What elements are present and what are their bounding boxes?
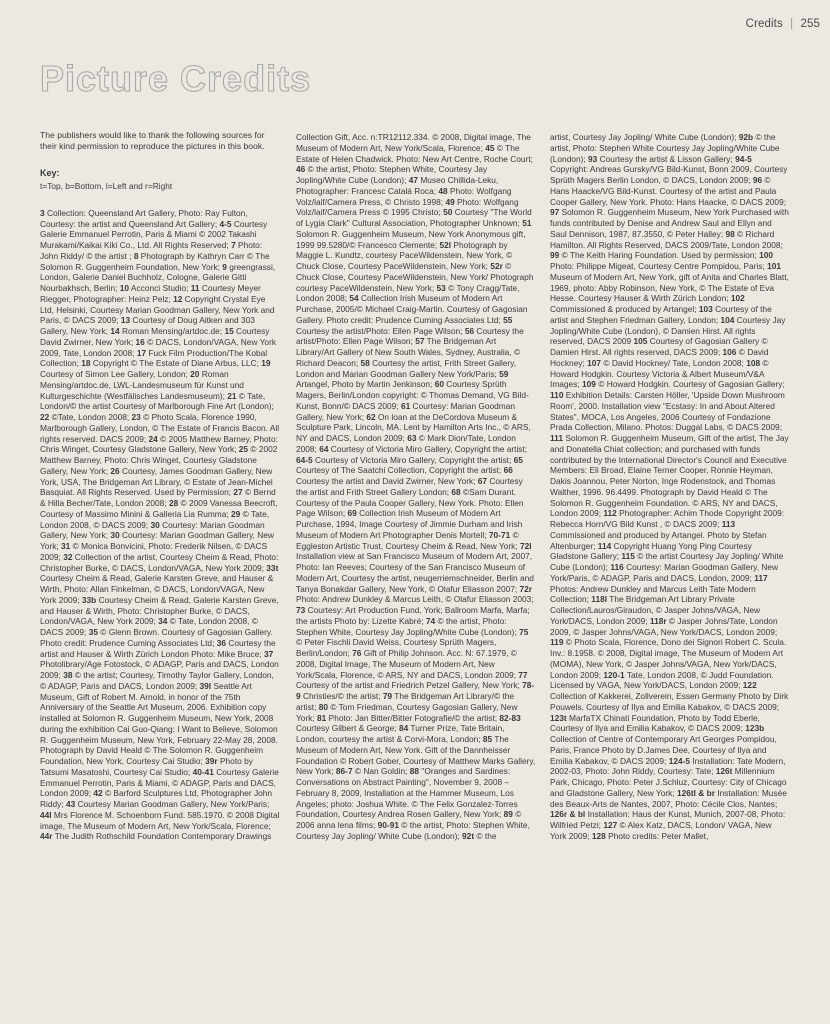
credit-text: © Barford Sculptures Ltd, Photographer John Riddy; <box>40 788 273 810</box>
figure-ref: 14 <box>110 326 120 337</box>
figure-ref: 127 <box>603 820 618 830</box>
figure-ref: 9 <box>222 261 227 272</box>
credit-text: Courtesy of Victoria Miro Gallery, Copyright the artist; <box>328 443 528 454</box>
credits-text <box>40 208 280 842</box>
credit-text: Artangel, Photo by Martin Jenkinson; <box>296 379 435 390</box>
credit-text: Copyright Crystal Eye Ltd, Helsinki, Courtesy Marian Goodman Gallery, New York and Paris, © DACS 2009; <box>40 293 275 326</box>
credit-text: Courtesy: Art Production Fund, York; Ballroom Marfa, Marfa; the artists Photo by: Lizette Kabré; <box>296 605 530 626</box>
figure-ref: 22 <box>40 412 50 423</box>
figure-ref: 126r & bl <box>550 809 586 820</box>
credit-text: Courtesy Sprüth Magers, Berlin/London copyright: © Thomas Demand, VG Bild-Kunst, Bonn/© DACS 2009; <box>296 379 529 411</box>
figure-ref: 111 <box>550 433 563 443</box>
figure-ref: 18 <box>81 358 91 369</box>
credit-text: "Oranges and Sardines: Conversations on Abstract Painting", November 9, 2008 – February 8, 2009, Installation at the Hammer Museum, Los Angeles; photo: Joshua White. © The Felix Gonzalez-Torres Foundation, Courtesy Andrea Rosen Gallery, New York; <box>296 766 518 820</box>
credit-text: Installation view at San Francisco Museum of Modern Art, 2007, Photo: Ian Reeves; Courtesy of the San Francisco Museum of Modern Art, Courtesy the artist, neugerriemschneider, Berlin and Tanya Bonakdar Gallery, New York, © Olafur Eliasson 2007; <box>296 551 534 594</box>
credit-text: The Judith Rothschild Foundation Contemporary Drawings <box>52 831 272 842</box>
credit-text: Seattle Art Museum, Gift of Robert M. Arnold, in honor of the 75th Anniversary of the Seattle Art Museum, 2006. Exhibition copy installed at Solomon R. Guggenheim Museum, New York, 2008 during the exhibition Cai Guo-Qiang: I Want to Believe, Solomon R. Guggenheim Museum, New York, February 22-May 28, 2008. Photograph by David Heald © The Solomon R. Guggenheim Foundation, New York, Courtesy Cai Studio; <box>40 680 278 767</box>
credit-text: © Jasper Johns/Tate, London 2009, © Jasper Johns/VAGA, New York/DACS, London 2009; <box>550 615 778 637</box>
figure-ref: 123b <box>745 723 765 734</box>
figure-ref: 53 <box>436 282 446 293</box>
figure-ref: 64-5 <box>296 454 313 465</box>
figure-ref: 28 <box>168 498 179 509</box>
figure-ref: 61 <box>400 400 411 411</box>
figure-ref: 51 <box>522 218 532 228</box>
figure-ref: 82-83 <box>499 712 521 723</box>
figure-ref: 81 <box>317 712 327 723</box>
credit-text: Courtesy Meyer Riegger, Photographer: Heinz Pelz; <box>40 283 261 304</box>
credit-text: Courtesy: Marian Goodman Gallery, New York/Paris, © ADAGP, Paris and DACS, London, 2009; <box>550 562 779 583</box>
credit-text: Mrs Florence M. Schoenborn Fund. 585.1970. © 2008 Digital image, The Museum of Modern Art, New York/Scala, Florence; <box>40 809 280 831</box>
figure-ref: 63 <box>407 433 417 443</box>
figure-ref: 12 <box>173 293 183 304</box>
credit-text: Photographer: Achim Thode Copyright 2009: Rebecca Horn/VG Bild Kunst , © DACS 2009; <box>550 508 785 529</box>
figure-ref: 52r <box>490 261 503 271</box>
figure-ref: 126t <box>715 766 733 777</box>
figure-ref: 112 <box>603 508 617 519</box>
credit-text: © the artist, Photo: Stephen White, Courtesy Jay Jopling/ White Cube (London); <box>296 820 530 841</box>
credit-text: The Bridgeman Art Library/Art Gallery of New South Wales, Sydney, Australia, © Richard Deacon; <box>296 336 521 368</box>
credit-text: Courtesy: Marian Goodman Gallery, New York; <box>40 519 265 541</box>
figure-ref: 86-7 <box>335 766 353 777</box>
figure-ref: 42 <box>93 788 103 799</box>
figure-ref: 32 <box>63 551 73 562</box>
figure-ref: 17 <box>136 347 147 358</box>
credit-text: © Howard Hodgkin. Courtesy of Gagosian Gallery; <box>595 379 785 390</box>
credit-text: Photo: Wolfgang Volz/laif/Camera Press © 1995 Christo; <box>296 196 519 218</box>
figure-ref: 36 <box>216 637 226 648</box>
figure-ref: 107 <box>587 357 602 368</box>
credit-text: Courtesy of the artist and Stephen Friedman Gallery, London; <box>550 304 772 325</box>
credit-text: Installation: Tate Modern, 2002-03, Photo: John Riddy, Courtesy: Tate; <box>550 755 786 777</box>
credit-text: © Photo Scala, Florence, Dono dei Signori Robert C. Scula. Inv.: 8.1958. © 2008, Digital image, The Museum of Modern Art (MOMA), New York, © Jasper Johns/VAGA, New York/DACS, London 2009; <box>550 637 787 680</box>
figure-ref: 34 <box>158 616 168 627</box>
credit-text: © Alex Katz, DACS, London/ VAGA, New York 2009; <box>550 820 772 841</box>
figure-ref: 55 <box>503 314 513 325</box>
credit-text: greengrassi, London, Galerie Daniel Buchholz, Cologne, Galerie Gitti Nourbakhsch, Berlin; <box>40 261 276 294</box>
figure-ref: 98 <box>725 228 735 239</box>
figure-ref: 73 <box>296 605 306 615</box>
figure-ref: 116 <box>610 562 624 572</box>
figure-ref: 33b <box>81 594 97 605</box>
credit-text: © the <box>474 830 497 841</box>
figure-ref: 79 <box>382 691 393 701</box>
credit-text: Photo: Jan Bitter/Bitter Fotografie/© the artist; <box>326 712 500 723</box>
credit-text: Solomon R. Guggenheim Museum, Gift of the artist, The Jay and Donatella Chiat collection; and purchased with funds contributed by the International Director's Council and Executive Members: Eli Broad, Elaine Terner Cooper, Ronnie Heyman, Dakis Joannou, Peter Norton, Inge Rodenstock, and Thomas Walther, 1996. 96.4499. Photograph by David Heald © The Solomon R. Guggenheim Foundation. © ARS, NY and DACS, London 2009; <box>550 433 789 519</box>
intro-paragraph: The publishers would like to thank the following sources for their kind permission to reproduce the pictures in this book. <box>40 130 265 152</box>
credit-text: Courtesy, James Goodman Gallery, New York, USA, The Bridgeman Art Library, © Estate of Jean-Michel Basquiat. All Rights Reserved. Used by Permission; <box>40 465 273 498</box>
credit-text: Collection Irish Museum of Modern Art Purchase, 2005/© Michael Craig-Martin. Courtesy of Gagosian Gallery. Photo credit: Prudence Cuming Associates Ltd; <box>296 293 528 325</box>
figure-ref: 57 <box>415 336 425 347</box>
figure-ref: 89 <box>503 809 513 820</box>
credit-text: © the artist, Photo: Stephen White, Courtesy Jay Jopling/White Cube (London); <box>296 164 488 185</box>
credit-text: Photo: John Riddy/ © the artist ; <box>40 240 263 261</box>
figure-ref: 99 <box>550 250 560 261</box>
credit-text: Courtesy the artist/Photo: Ellen Page Wilson; <box>296 325 524 347</box>
figure-ref: 65 <box>513 454 523 465</box>
credit-text: © Tony Cragg/Tate, London 2008; <box>296 282 520 304</box>
credit-text: Solomon R. Guggenheim Museum, New York Purchased with funds contributed by Denise and Andrew Saul and Ellyn and Saul Dennison, 1987, 87.3550, © Peter Halley; <box>550 207 789 239</box>
credit-text: Courtesy of the artist and Friedrich Petzel Gallery, New York; <box>296 680 523 691</box>
figure-ref: 68 <box>451 486 461 497</box>
credit-text: Courtesy of Victoria Miro Gallery, Copyright the artist; <box>312 454 514 465</box>
figure-ref: 40-41 <box>192 766 214 777</box>
credit-text: Solomon R. Guggenheim Museum, New York Anonymous gift, 1999 99.5280/© Francesco Clemente; <box>296 228 526 250</box>
figure-ref: 120-1 <box>603 669 625 680</box>
figure-ref: 97 <box>550 207 560 218</box>
figure-ref: 54 <box>349 293 359 304</box>
figure-ref: 102 <box>730 293 745 304</box>
credit-text: Courtesy the artist & Lisson Gallery; <box>597 153 736 164</box>
running-header <box>746 18 820 30</box>
figure-ref: 93 <box>588 153 598 164</box>
credit-text: Courtesy Galerie Emmanuel Perrotin, Paris & Miami, © ADAGP, Paris and DACS, London 2009; <box>40 766 279 799</box>
figure-ref: 69 <box>347 508 357 519</box>
credit-text: On loan at the DeCordova Museum & Sculpture Park, Lincoln, MA. Lent by Hamilton Arts Inc., © ARS, NY and DACS, London 2009; <box>296 411 531 443</box>
credit-text: © Monica Bonvicini, Photo: Frederik Nilsen, © DACS 2009; <box>40 541 268 562</box>
credit-text: © Richard Hamilton. All Rights Reserved, DACS 2009/Tate, London 2008; <box>550 228 783 250</box>
figure-ref: 66 <box>503 465 513 476</box>
figure-ref: 124-5 <box>668 755 691 766</box>
page-title: Picture Credits <box>40 58 312 99</box>
credit-text: © David Hockney; <box>550 347 769 368</box>
credit-text: © Tate, London 2008, © DACS 2009; <box>40 616 258 638</box>
figure-ref: 7 <box>231 240 236 251</box>
figure-ref: 30 <box>150 519 160 530</box>
figure-ref: 47 <box>408 175 418 185</box>
credit-text: © 2006 anna lena films; <box>296 809 522 830</box>
figure-ref: 39r <box>205 756 218 767</box>
credit-text: Courtesy Marian Goodman Gallery, New York/Paris; <box>75 799 270 810</box>
credit-text: © David Hockney/ Tate, London 2008; <box>601 357 747 368</box>
credit-text: Courtesy of Simon Lee Gallery, London; <box>40 369 191 380</box>
figure-ref: 72l <box>519 540 532 551</box>
figure-ref: 11 <box>190 283 200 294</box>
credit-text: The Museum of Modern Art, New York. Gift of the Dannheisser Foundation © Robert Gober, Courtesy of Matthew Marks Gallery, New York; <box>296 734 536 777</box>
figure-ref: 35 <box>88 627 98 638</box>
credit-text: Turner Prize, Tate Britain, London, courtesy the artist & Corvi-Mora, London; <box>296 723 505 744</box>
credit-text: Photo: Wolfgang Volz/laif/Camera Press, © Christo 1998; <box>296 185 512 207</box>
credit-text: Tate, London 2008, © Judd Foundation. Licensed by VAGA, New York/DACS, London 2009; <box>550 669 774 691</box>
credit-text: Photolibrary/Age Fotostock, © ADAGP, Paris and DACS, London 2009; <box>40 659 279 681</box>
credit-text: Courtesy Gilbert & George; <box>296 723 399 734</box>
credit-text: Courtesy Cheim & Read, Galerie Karsten Greve, and Hauser & Wirth, Photo: Christopher Burke, © DACS, London/VAGA, New York 2009; <box>40 594 279 627</box>
figure-ref: 31 <box>61 541 71 552</box>
credit-text: Museo Chillida-Leku, Photographer: Francesc Catalá Roca; <box>296 175 499 196</box>
credit-text: Courtesy Cheim & Read, Galerie Karsten Greve, and Hauser & Wirth, Photo: Allan Finkelman, © DACS, London/VAGA, New York 2009; <box>40 573 274 605</box>
credit-text: Courtesy the artist, Frith Street Gallery, London and Marian Goodman Gallery New York/Paris; <box>296 357 517 379</box>
credit-text: Photo: Andrew Dunkley & Marcus Leith, © Olafur Eliasson 2003; <box>296 594 534 605</box>
section-name: Credits <box>745 18 783 30</box>
figure-ref: 78-9 <box>296 680 535 701</box>
figure-ref: 48 <box>438 185 448 196</box>
credit-text: Courtesy "The World of Lygia Clark" Cultural Association, Photographer Unknown; <box>296 207 532 228</box>
credit-text: © Glenn Brown. Courtesy of Gagosian Gallery. Photo credit: Prudence Cuming Associates Ltd; <box>40 627 273 648</box>
figure-ref: 77 <box>518 669 528 680</box>
credit-text: Copyright © The Estate of Diane Arbus, LLC; <box>90 358 262 369</box>
figure-ref: 104 <box>720 314 735 325</box>
figure-ref: 85 <box>482 734 493 744</box>
credit-text: Collection of the artist, Courtesy Cheim & Read, Photo: Christopher Burke, © DACS, London/VAGA, New York 2009; <box>40 551 279 573</box>
figure-ref: 3 <box>40 207 45 218</box>
credit-text: Roman Mensing/artdoc.de, LWL-Landesmuseum für Kunst und Kulturgeschichte (Westfälisches Landesmuseum); <box>40 369 244 401</box>
credit-text: Roman Mensing/artdoc.de; <box>119 326 225 337</box>
figure-ref: 109 <box>582 379 596 390</box>
credit-text: The Bridgeman Art Library Private Collection/Lauros/Giraudon, © Jasper Johns/VAGA, New York/DACS, London 2009; <box>550 594 761 626</box>
figure-ref: 13 <box>120 315 131 326</box>
figure-ref: 58 <box>360 357 370 368</box>
credit-text: Commissioned & produced by Artangel; <box>550 304 699 314</box>
figure-ref: 21 <box>227 390 237 401</box>
credit-text: Copyright Huang Yong Ping Courtesy Gladstone Gallery; <box>550 540 752 562</box>
credit-text: Photograph by Maggie L. Kundtz, courtesy PaceWildenstein, New York, © Chuck Close, Courtesy PaceWildenstein, New York; <box>296 239 513 271</box>
figure-ref: 108 <box>746 357 761 368</box>
credit-text: © Bernd & Hilla Becher/Tate, London 2008; <box>40 487 276 509</box>
credit-text: Courtesy the artist and Frith Street Gallery London; <box>296 476 523 497</box>
figure-ref: 72r <box>519 583 533 594</box>
credit-text: © the artist Courtesy Jay Jopling/ White Cube (London); <box>550 551 784 572</box>
figure-ref: 122 <box>742 680 757 691</box>
credit-text: © Eggleston Artistic Trust, Courtesy Cheim & Read, New York; <box>296 529 520 551</box>
credit-text: ©Sam Durant. Courtesy of the Paula Cooper Gallery, New York. Photo: Ellen Page Wilson; <box>296 486 524 519</box>
figure-ref: 80 <box>318 701 328 712</box>
figure-ref: 115 <box>621 551 635 562</box>
figure-ref: 27 <box>233 487 243 498</box>
figure-ref: 52l <box>439 239 452 250</box>
credit-text: © Howard Hodgkin. Courtesy Victoria & Albert Museum/V&A Images; <box>550 357 769 390</box>
credit-text: Courtesy Galerie Emmanuel Perrotin, Paris & Miami © 2002 Takashi Murakami/Kaikai Kiki Co., Ltd. All Rights Reserved; <box>40 218 268 251</box>
key-text: t=Top, b=Bottom, l=Left and r=Right <box>40 181 173 192</box>
figure-ref: 56 <box>464 325 475 336</box>
figure-ref: 50 <box>443 207 453 218</box>
figure-ref: 43 <box>65 799 76 810</box>
credit-text: Millennium Park, Chicago, Photo: Peter J.Schluz, Courtesy: City of Chicago and Gladstone Gallery, New York; <box>550 766 787 798</box>
figure-ref: 96 <box>752 175 763 185</box>
credit-text: artist, Courtesy Jay Jopling/ White Cube (London); <box>550 132 739 142</box>
credit-text: © 2002 Matthew Barney, Photo: Chris Winget, Courtesy Gladstone Gallery, New York; <box>40 444 278 476</box>
figure-ref: 113 <box>721 519 736 529</box>
credit-text: Courtesy the artist/Photo: Ellen Page Wilson; <box>296 325 465 336</box>
figure-ref: 67 <box>477 476 488 486</box>
figure-ref: 110 <box>550 390 564 400</box>
header-separator: | <box>790 18 794 30</box>
figure-ref: 29 <box>231 508 241 519</box>
credit-text: © Tom Friedman, Courtesy Gagosian Gallery, New York; <box>296 701 518 723</box>
credit-text: © The Keith Haring Foundation. Used by permission; <box>559 250 760 261</box>
figure-ref: 45 <box>485 142 495 153</box>
figure-ref: 84 <box>398 723 409 734</box>
figure-ref: 94-5 <box>735 153 752 164</box>
figure-ref: 101 <box>767 261 781 271</box>
credit-text: MarfaTX Chinati Foundation, Photo by Todd Eberle, Courtesy of Ilya and Emilia Kabakov, © DACS 2009; <box>550 712 760 734</box>
figure-ref: 119 <box>550 637 564 648</box>
figure-ref: 75 <box>519 626 529 637</box>
figure-ref: 46 <box>296 164 306 175</box>
credit-text: Courtesy David Zwirner, New York; <box>40 326 270 347</box>
credits-text <box>296 132 536 842</box>
credit-text: Photos: Andrew Dunkley and Marcus Leith Tate Modern Collection; <box>550 583 756 605</box>
figure-ref: 74 <box>425 615 436 626</box>
figure-ref: 118r <box>649 615 667 626</box>
credit-text: Museum of Modern Art, New York, gift of Anita and Charles Blatt, 1969, photo: Abby Robinson, New York, © The Estate of Eva Hesse. Courtesy Hauser & Wirth Zürich London; <box>550 271 789 304</box>
credit-text: © Tate, London 2008, © DACS 2009; <box>40 508 270 530</box>
credit-text: Courtesy of Gagosian Gallery © Damien Hirst. All rights reserved, DACS 2009; <box>550 336 768 357</box>
page-number: 255 <box>800 18 820 30</box>
credit-text: © The Estate of Helen Chadwick. Photo: New Art Centre, Roche Court; <box>296 142 533 164</box>
credit-text: Christies/© the artist; <box>300 691 383 701</box>
credit-text: © the artist, Photo: Stephen White Courtesy Jay Jopling/White Cube (London); <box>550 132 780 164</box>
credit-text: Collection of Centre of Contemporary Art Georges Pompidou, Paris, France Photo by D.James Dee, Courtesy of Ilya and Emilia Kabakov, © DACS 2009; <box>550 734 777 766</box>
figure-ref: 62 <box>366 411 376 422</box>
credit-text: Courtesy: Marian Goodman Gallery, New York; <box>296 400 516 422</box>
figure-ref: 26 <box>110 465 120 476</box>
credit-text: © Tate, London/© the artist Courtesy of Marlborough Fine Art (London); <box>40 390 274 412</box>
credit-text: © Hans Haacke/VG Bild-Kunst. Courtesy of the artist and Paula Cooper Gallery, New York. Photo: Hans Haacke, © DACS 2009; <box>550 175 787 207</box>
figure-ref: 100 <box>759 250 774 261</box>
figure-ref: 44l <box>40 809 52 820</box>
figure-ref: 39l <box>199 680 212 691</box>
credit-text: Copyright: Andreas Gursky/VG Bild-Kunst, Bonn 2009, Courtesy Sprüth Magers Berlin London, © DACS, London 2009; <box>550 164 788 185</box>
credit-text: The Bridgeman Art Library/© the artist; <box>296 691 515 712</box>
credit-text: © 2009 Vanessa Beecroft, Courtesy of Massimo Minini & Galleria Lia Rumma; <box>40 498 278 519</box>
figure-ref: 76 <box>352 648 362 658</box>
figure-ref: 60 <box>434 379 444 390</box>
credit-text: Courtesy of The Saatchi Collection, Copyright the artist; <box>296 465 504 476</box>
figure-ref: 106 <box>722 347 737 357</box>
figure-ref: 25 <box>238 444 249 455</box>
figure-ref: 49 <box>445 196 455 207</box>
credits-column-2 <box>296 132 536 842</box>
figure-ref: 90-91 <box>377 820 399 830</box>
credit-text: Courtesy the artist and David Zwirner, New York; <box>296 476 478 486</box>
credit-text: Photo credits: Peter Mallet, <box>605 830 709 841</box>
key-heading: Key: <box>40 168 60 179</box>
figure-ref: 92b <box>738 132 754 142</box>
credit-text: Photo: Philippe Migeat, Courtesy Centre Pompidou, Paris; <box>550 261 768 271</box>
credit-text: Collection Gift, Acc. n:TR12112.334. © 2008, Digital image, The Museum of Modern Art, New York/Scala, Florence; <box>296 132 531 153</box>
credit-text: © DACS, London/VAGA, New York 2009, Tate, London 2008; <box>40 336 277 358</box>
figure-ref: 30 <box>110 530 120 541</box>
credit-text: Installation: Haus der Kunst, Munich, 2007-08, Photo: Wilfried Petzi; <box>550 809 786 830</box>
credit-text: Courtesy: Marian Goodman Gallery, New York; <box>40 530 274 552</box>
figure-ref: 8 <box>133 250 139 261</box>
credit-text: Courtesy Jay Jopling/White Cube (London), © Damien Hirst. All rights reserved, DACS 2009 <box>550 314 786 347</box>
figure-ref: 114 <box>597 540 612 551</box>
figure-ref: 128 <box>591 830 606 841</box>
credit-text: Exhibition Details: Carsten Höller, 'Upside Down Mushroom Room', 2000. Installation view "Ecstasy: In and About Altered States", MOCA, Los Angeles, 2006 Courtesy of Fondazione Prada Collection, Milano. Photos: Duggal Labs, © DACS 2009; <box>550 390 785 433</box>
credit-text: Photograph by Kathryn Carr © The Solomon R. Guggenheim Foundation, New York; <box>40 250 270 272</box>
credit-text: Courtesy of Doug Aitken and 303 Gallery, New York; <box>40 315 255 337</box>
credit-text: © Peter Fischli David Weiss, Courtesy Sprüth Magers, Berlin/London; <box>296 637 497 658</box>
credit-text: © Nan Goldin; <box>352 766 410 777</box>
credit-text: Installation: Musée des Beaux-Arts de Nantes, 2007, Photo: Cécile Clos, Nantes; <box>550 787 787 809</box>
credit-text: Collection Irish Museum of Modern Art Purchase, 1994, Image Courtesy of Jimmie Durham and Irish Museum of Modern Art Photographer Denis Mortell; <box>296 508 523 540</box>
figure-ref: 88 <box>409 766 420 777</box>
credit-text: © Photo Scala, Florence 1990, Marlborough Gallery, London, © The Estate of Francis Bacon. All rights reserved. DACS 2009; <box>40 412 280 444</box>
figure-ref: 105 <box>633 336 648 347</box>
figure-ref: 123t <box>550 712 567 723</box>
figure-ref: 92t <box>462 830 475 841</box>
credits-column-1 <box>40 130 280 842</box>
figure-ref: 64 <box>319 443 329 454</box>
credit-text: ©Tate, London 2008; <box>49 412 132 423</box>
figure-ref: 38 <box>63 670 73 681</box>
credits-text <box>550 132 790 842</box>
figure-ref: 70-71 <box>488 529 511 540</box>
figure-ref: 24 <box>148 433 158 444</box>
credit-text: Gift of Philip Johnson. Acc. N: 67.1979, © 2008, Digital Image, The Museum of Modern Art, New York/Scala, Florence, © ARS, NY and DACS, London 2009; <box>296 648 519 680</box>
figure-ref: 33t <box>266 562 279 573</box>
credit-text: Photo by Tatsumi Masatoshi, Courtesy Cai Studio; <box>40 756 253 777</box>
figure-ref: 19 <box>261 358 271 369</box>
credit-text: © Chuck Close, Courtesy PaceWildenstein, New York/ Photograph courtesy PaceWildenstein, New York; <box>296 261 534 293</box>
credit-text: Courtesy the artist and Hauser & Wirth Zürich London Photo: Mike Bruce; <box>40 637 276 659</box>
credit-text: Collection of Kakkerei, Zollverein, Essen Germany Photo by Dirk Pouwels, Courtesy of Ilya and Emilia Kabakov, © DACS 2009; <box>550 691 789 712</box>
credit-text: Commissioned and produced by Artangel. Photo by Stefan Altenburger; <box>550 529 767 551</box>
credit-text: Acconci Studio; <box>129 283 191 294</box>
figure-ref: 23 <box>131 412 141 423</box>
credits-column-3 <box>550 132 790 842</box>
credit-text: © the artist; Courtesy, Timothy Taylor Gallery, London, © ADAGP, Paris and DACS, London 2009; <box>40 670 274 691</box>
credit-text: © 2005 Matthew Barney, Photo: Chris Winget, Courtesy Gladstone Gallery, New York; <box>40 433 278 455</box>
figure-ref: 59 <box>499 368 509 379</box>
figure-ref: 118l <box>591 594 608 605</box>
figure-ref: 117 <box>754 572 768 583</box>
figure-ref: 103 <box>698 304 713 314</box>
figure-ref: 16 <box>135 336 145 347</box>
figure-ref: 37 <box>264 648 274 659</box>
credit-text: © Mark Dion/Tate, London 2008; <box>296 433 516 454</box>
figure-ref: 126tl & br <box>676 787 715 798</box>
credit-text: Fuck Film Production/The Kobal Collection; <box>40 347 268 369</box>
figure-ref: 10 <box>119 283 130 294</box>
credit-text: © the artist, Photo: Stephen White, Courtesy Jay Jopling/White Cube (London); <box>296 615 520 637</box>
figure-ref: 15 <box>224 326 234 337</box>
figure-ref: 44r <box>40 831 53 842</box>
figure-ref: 4-5 <box>219 218 232 229</box>
figure-ref: 20 <box>190 369 200 380</box>
credit-text: Collection: Queensland Art Gallery, Photo: Ray Fulton, Courtesy: the artist and Queensland Art Gallery; <box>40 207 248 229</box>
